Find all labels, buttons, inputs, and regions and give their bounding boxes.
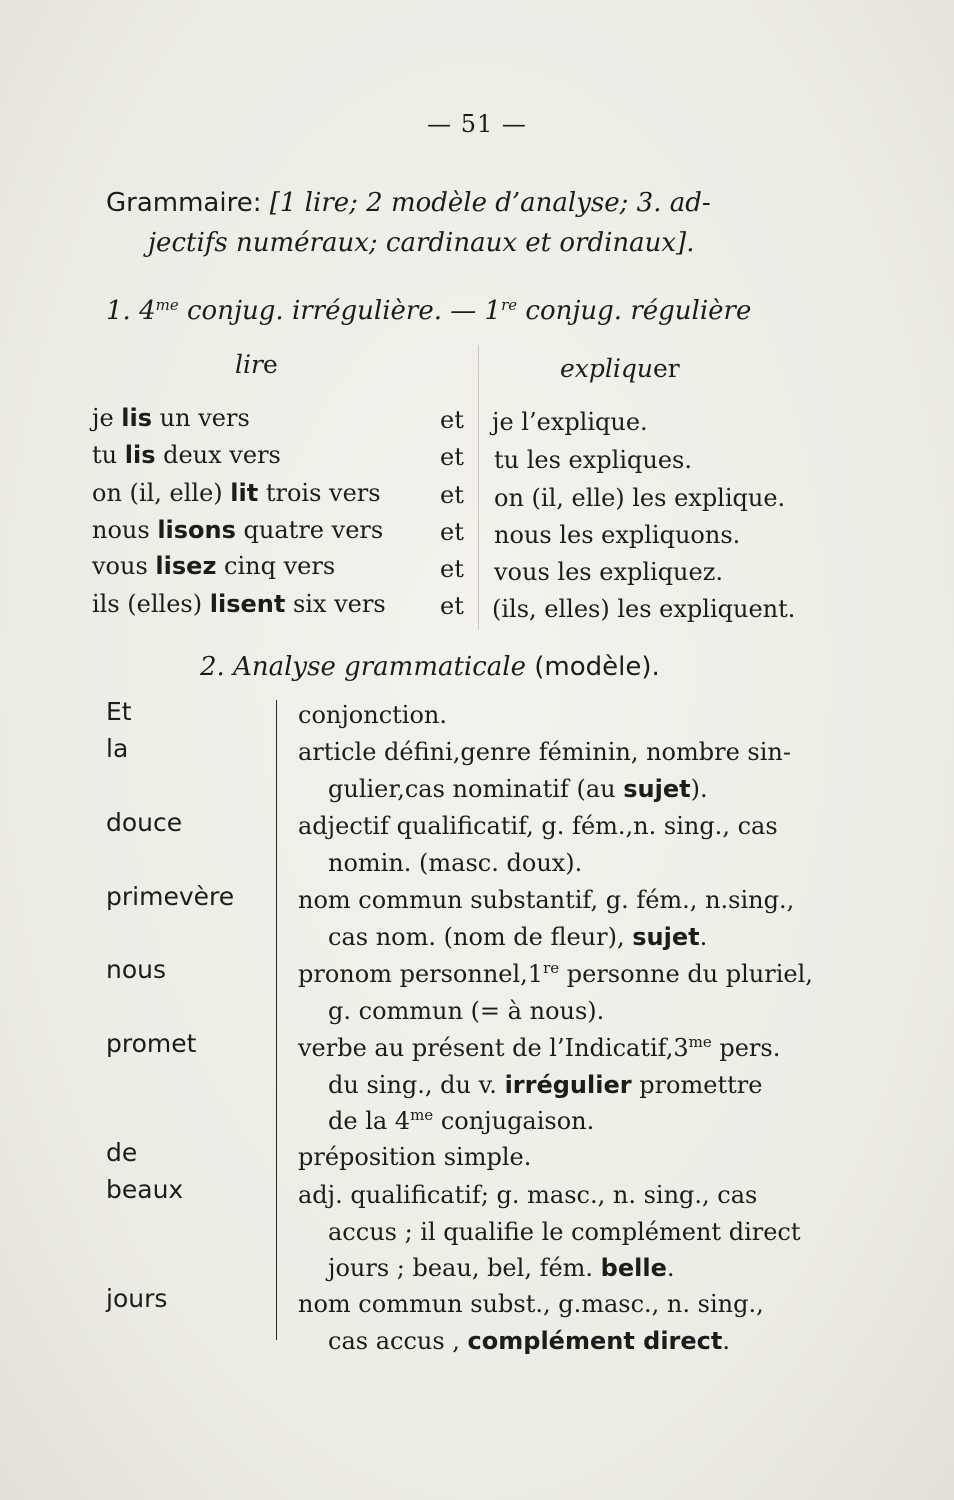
analysis-desc-primevere-1: nom commun substantif, g. fém., n.sing., bbox=[298, 886, 795, 914]
analysis-word-de: de bbox=[106, 1138, 138, 1167]
analysis-desc-promet-1: verbe au présent de $l’Indicatif,3^{me}$ pers. bbox=[298, 1033, 781, 1062]
verb-title-lire: lire bbox=[235, 350, 278, 379]
analysis-desc-beaux-1: adj. qualificatif; g. masc., n. sing., cas bbox=[298, 1181, 758, 1209]
conj-left-row-3: on (il, elle) lit trois vers bbox=[92, 479, 381, 507]
conj-right-row-5: vous les expliquez. bbox=[494, 558, 723, 586]
analysis-desc-douce-2: nomin. (masc. doux). bbox=[328, 849, 583, 877]
analysis-word-promet: promet bbox=[106, 1029, 197, 1058]
conj-title-first-sup: re bbox=[501, 296, 518, 314]
analysis-desc-nous-2: g. commun (= à nous). bbox=[328, 997, 605, 1025]
conj-right-row-4: nous les expliquons. bbox=[494, 521, 741, 549]
grammar-label: Grammaire bbox=[106, 188, 253, 218]
conjugation-titles bbox=[106, 296, 751, 326]
grammar-topics-line-1: [1 lire; 2 modèle d’analyse; 3. ad- bbox=[269, 188, 711, 218]
conj-right-row-6: (ils, elles) les expliquent. bbox=[492, 595, 796, 623]
conj-et-6: et bbox=[440, 592, 464, 620]
conj-et-2: et bbox=[440, 443, 464, 471]
analysis-desc-jours-1: nom commun subst., g.masc., n. sing., bbox=[298, 1290, 764, 1318]
analysis-desc-primevere-2: cas nom. (nom de fleur), sujet. bbox=[328, 923, 708, 951]
analysis-desc-la-1: article défini,genre féminin, nombre sin- bbox=[298, 738, 791, 766]
conj-et-4: et bbox=[440, 518, 464, 546]
analysis-desc-la-2: gulier,cas nominatif (au sujet). bbox=[328, 775, 708, 803]
analysis-desc-beaux-2: accus ; il qualifie le complément direct bbox=[328, 1218, 801, 1246]
conj-title-fourth-sup: me bbox=[155, 296, 179, 314]
analysis-desc-douce-1: adjectif qualificatif, g. fém.,n. sing., cas bbox=[298, 812, 778, 840]
analysis-word-nous: nous bbox=[106, 955, 167, 984]
conj-left-row-1: je lis un vers bbox=[92, 404, 250, 432]
conj-et-5: et bbox=[440, 555, 464, 583]
conj-right-row-1: je l’explique. bbox=[492, 408, 648, 436]
analysis-word-et: Et bbox=[106, 697, 132, 726]
analysis-title: 2. Analyse grammaticale (modèle). bbox=[200, 652, 660, 682]
conj-left-row-6: ils (elles) lisent six vers bbox=[92, 590, 386, 618]
analysis-vertical-rule bbox=[276, 700, 277, 1340]
conj-left-row-4: nous lisons quatre vers bbox=[92, 516, 384, 544]
analysis-desc-de-1: préposition simple. bbox=[298, 1143, 532, 1171]
conj-right-row-2: tu les expliques. bbox=[494, 446, 692, 474]
analysis-desc-et: conjonction. bbox=[298, 701, 447, 729]
faint-rule bbox=[478, 345, 479, 630]
analysis-desc-jours-2: cas accus , complément direct. bbox=[328, 1327, 731, 1355]
analysis-desc-beaux-3: jours ; beau, bel, fém. belle. bbox=[328, 1254, 675, 1282]
analysis-word-beaux: beaux bbox=[106, 1175, 184, 1204]
conj-et-1: et bbox=[440, 406, 464, 434]
conj-title-num: 1. bbox=[106, 296, 131, 326]
grammar-topics-line-2: jectifs numéraux; cardinaux et ordinaux]. bbox=[148, 228, 695, 258]
grammar-colon: : bbox=[252, 188, 262, 218]
analysis-word-la: la bbox=[106, 734, 129, 763]
conj-title-first-rest: conjug. régulière bbox=[517, 296, 752, 326]
conj-left-row-2: tu lis deux vers bbox=[92, 441, 281, 469]
analysis-desc-nous-1: pronom personnel,1re personne du pluriel, bbox=[298, 959, 813, 988]
conj-title-fourth-rest: conjug. irrégulière. — 1 bbox=[178, 296, 502, 326]
conj-right-row-3: on (il, elle) les explique. bbox=[494, 484, 786, 512]
analysis-word-primevere: primevère bbox=[106, 882, 235, 911]
conj-left-row-5: vous lisez cinq vers bbox=[92, 552, 336, 580]
analysis-desc-promet-2: du sing., du v. irrégulier promettre bbox=[328, 1071, 763, 1099]
conj-title-fourth-num: 4 bbox=[139, 296, 156, 326]
verb-title-expliquer: expliquer bbox=[560, 354, 680, 383]
analysis-word-douce: douce bbox=[106, 808, 183, 837]
grammar-header-line-1 bbox=[106, 188, 711, 218]
analysis-desc-promet-3: de la $4^{me}$ conjugaison. bbox=[328, 1106, 595, 1135]
conj-et-3: et bbox=[440, 481, 464, 509]
analysis-word-jours: jours bbox=[106, 1284, 168, 1313]
page-number: — 51 — bbox=[427, 110, 527, 138]
